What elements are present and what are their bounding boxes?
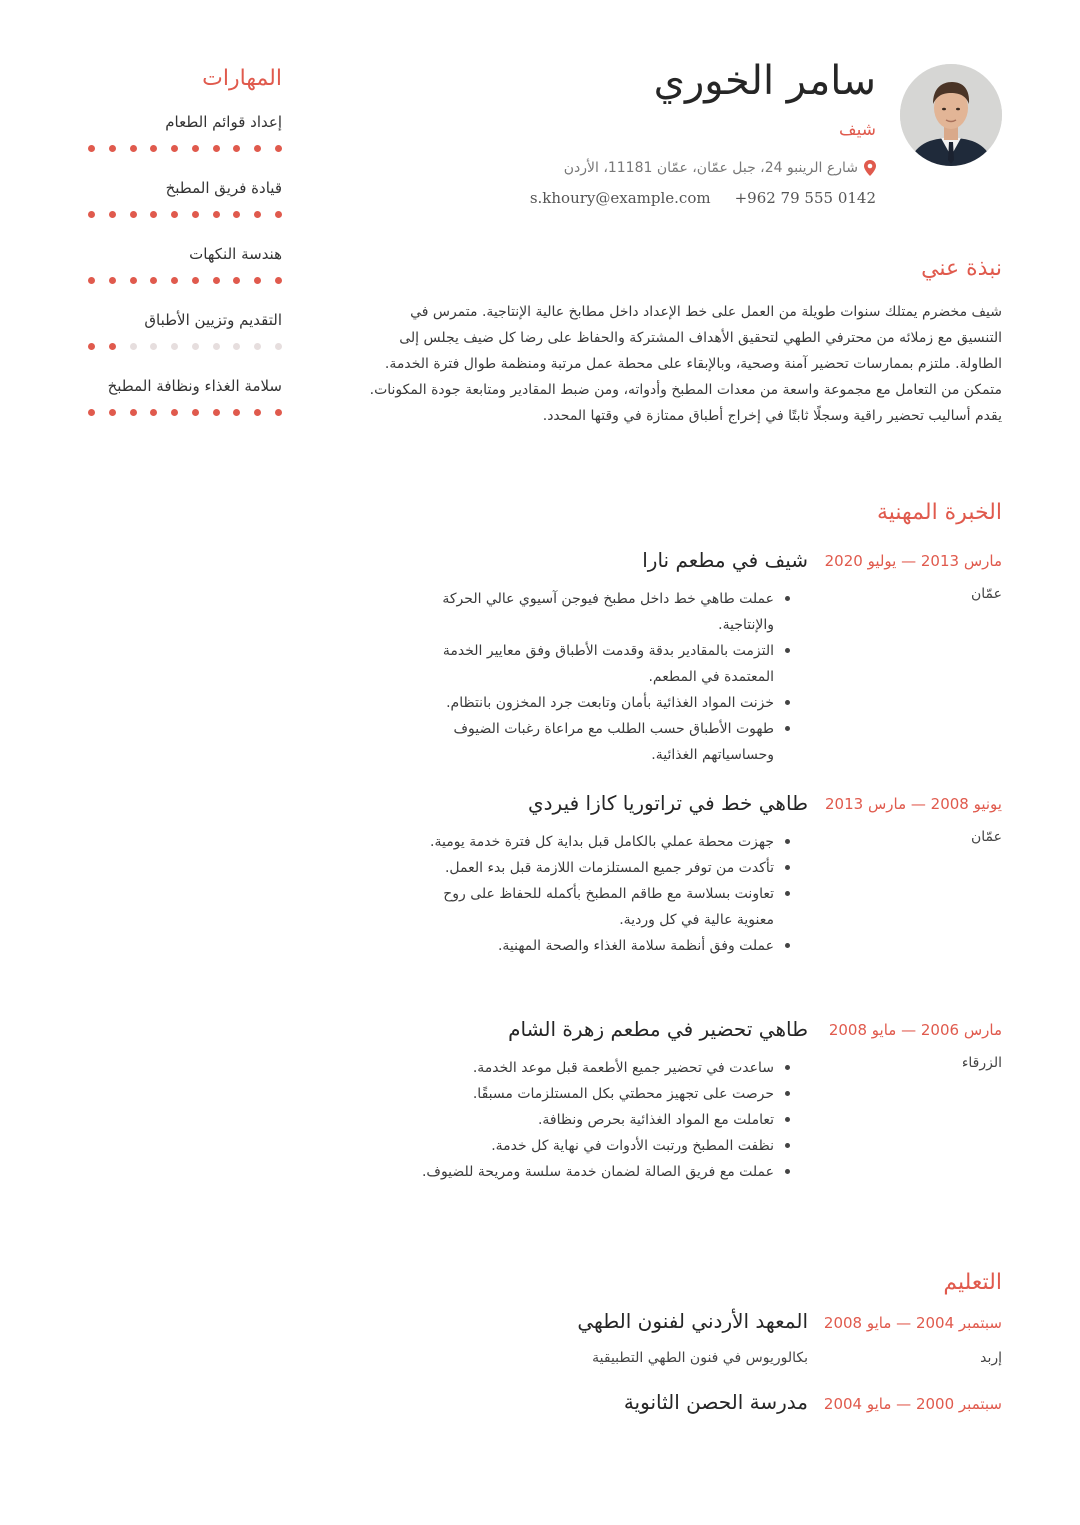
contact-line [530,189,876,207]
skill-name: قيادة فريق المطبخ [165,179,282,197]
skill-dot-filled [192,277,199,284]
skill-dot-filled [88,145,95,152]
skill-dot-filled [171,211,178,218]
skill-dot-filled [130,277,137,284]
skill-dot-filled [192,409,199,416]
skill-level-dots [88,409,282,417]
skill-dot-empty [130,343,137,350]
job-duties [404,586,792,768]
job-duty: تعاونت بسلاسة مع طاقم المطبخ بأكمله للحفاظ على روح معنوية عالية في كل وردية. [404,881,774,933]
skill-dot-filled [233,277,240,284]
skill-dot-filled [109,343,116,350]
experience-heading: الخبرة المهنية [876,500,1002,525]
skill-item [88,311,282,377]
skill-dot-filled [150,277,157,284]
education-heading: التعليم [943,1270,1002,1295]
job-date: مارس 2006 — مايو 2008 [828,1021,1002,1039]
skill-dot-filled [254,211,261,218]
education-section [362,1270,1002,1414]
skill-dot-filled [192,211,199,218]
job-duty: عملت وفق أنظمة سلامة الغذاء والصحة المهنية. [404,933,774,959]
skill-item [88,245,282,311]
skill-dot-empty [192,343,199,350]
skill-dot-filled [233,145,240,152]
skill-dot-filled [88,277,95,284]
skill-dot-filled [275,211,282,218]
job-date: مارس 2013 — يوليو 2020 [824,552,1002,570]
skills-heading: المهارات [202,66,282,91]
skill-dot-empty [171,343,178,350]
skill-item [88,179,282,245]
skill-dot-filled [213,409,220,416]
job-date: يونيو 2008 — مارس 2013 [825,795,1002,813]
skill-dot-filled [109,277,116,284]
job-duties [404,829,792,959]
job-duty: تعاملت مع المواد الغذائية بحرص ونظافة. [404,1107,774,1133]
skill-dot-filled [213,277,220,284]
education-city: إربد [980,1350,1002,1366]
email-link[interactable]: s.khoury@example.com [529,189,711,207]
skill-name: هندسة النكهات [189,245,282,263]
skill-dot-filled [254,277,261,284]
skill-dot-empty [233,343,240,350]
skill-dot-empty [254,343,261,350]
job-city: عمّان [971,829,1002,845]
skill-dot-filled [254,145,261,152]
skill-dot-filled [109,145,116,152]
education-date: سبتمبر 2004 — مايو 2008 [823,1314,1002,1332]
job-duty: عملت مع فريق الصالة لضمان خدمة سلسة ومريحة للضيوف. [404,1159,774,1185]
skill-dot-filled [254,409,261,416]
skill-dot-filled [150,211,157,218]
skills-section [88,66,282,443]
job-duty: جهزت محطة عملي بالكامل قبل بداية كل فترة خدمة يومية. [404,829,774,855]
profile-photo-illustration [900,64,1002,166]
about-text: شيف مخضرم يمتلك سنوات طويلة من العمل على خط الإعداد داخل مطابخ عالية الإنتاجية. متمرس في التنسيق مع زملائه من محترفي الطهي لتحقيق الأهداف المشتركة والحفاظ على رضا كل ضيف يجلس إلى الطاولة. ملتزم بممارسات تحضير آمنة وصحية، وبالإبقاء على محطة عمل مرتبة ومنظمة طوال فترة الخدمة. متمكن من التعامل مع مجموعة واسعة من معدات المطبخ وأدواته، ومن ضبط المقادير ومتابعة جودة المكونات. يقدم أساليب تحضير راقية وسجلًا ثابتًا في إخراج أطباق ممتازة في وقتها المحدد. [369,304,1002,424]
job-duty: التزمت بالمقادير بدقة وقدمت الأطباق وفق معايير الخدمة المعتمدة في المطعم. [404,638,774,690]
skill-dot-filled [275,277,282,284]
skill-name: إعداد قوائم الطعام [165,113,282,131]
skill-dot-filled [233,211,240,218]
location-pin-icon [864,160,876,176]
skill-dot-filled [233,409,240,416]
skill-dot-filled [275,145,282,152]
skill-name: التقديم وتزيين الأطباق [144,311,282,329]
education-school: المعهد الأردني لفنون الطهي [577,1309,808,1333]
skill-dot-filled [88,409,95,416]
skill-dot-filled [109,409,116,416]
skill-dot-filled [171,277,178,284]
job-title: طاهي خط في تراتوريا كازا فيردي [528,791,808,815]
job-city: الزرقاء [961,1055,1002,1071]
job-duty: ساعدت في تحضير جميع الأطعمة قبل موعد الخدمة. [404,1055,774,1081]
education-date: سبتمبر 2000 — مايو 2004 [823,1395,1002,1413]
skill-dot-filled [171,145,178,152]
skill-level-dots [88,277,282,285]
skill-dot-empty [150,343,157,350]
skill-dot-empty [275,343,282,350]
job-duty: خزنت المواد الغذائية بأمان وتابعت جرد المخزون بانتظام. [404,690,774,716]
skill-dot-filled [150,145,157,152]
skill-level-dots [88,145,282,153]
skill-level-dots [88,343,282,351]
skill-dot-filled [213,211,220,218]
education-degree: بكالوريوس في فنون الطهي التطبيقية [592,1350,808,1366]
skill-dot-filled [109,211,116,218]
about-heading: نبذة عني [921,256,1002,281]
main-column [362,0,1002,1414]
job-duty: حرصت على تجهيز محطتي بكل المستلزمات مسبقًا. [404,1081,774,1107]
education-school: مدرسة الحصن الثانوية [623,1390,808,1414]
phone-number[interactable]: +962 79 555 0142 [734,189,876,207]
skill-dot-filled [130,409,137,416]
skill-dot-filled [88,343,95,350]
skill-dot-filled [192,145,199,152]
skill-dot-filled [275,409,282,416]
job-city: عمّان [971,586,1002,602]
job-duty: عملت طاهي خط داخل مطبخ فيوجن آسيوي عالي الحركة والإنتاجية. [404,586,774,638]
full-name: سامر الخوري [653,58,876,104]
address-line [564,160,876,176]
job-title: شيف [839,120,876,140]
job-title: طاهي تحضير في مطعم زهرة الشام [508,1017,808,1041]
skill-dot-filled [130,211,137,218]
job-duty: نظفت المطبخ ورتبت الأدوات في نهاية كل خدمة. [404,1133,774,1159]
address-text: شارع الرينبو 24، جبل عمّان، عمّان 11181، الأردن [563,160,858,176]
job-title: شيف في مطعم نارا [642,548,808,572]
job-duties [404,1055,792,1185]
about-section [362,256,1002,429]
skill-item [88,377,282,443]
skill-dot-filled [150,409,157,416]
skill-dot-empty [213,343,220,350]
profile-photo [900,64,1002,166]
skill-dot-filled [213,145,220,152]
skill-dot-filled [88,211,95,218]
job-duty: طهوت الأطباق حسب الطلب مع مراعاة رغبات الضيوف وحساسياتهم الغذائية. [404,716,774,768]
experience-section [362,500,1002,1180]
job-duty: تأكدت من توفر جميع المستلزمات اللازمة قبل بدء العمل. [404,855,774,881]
skills-list [88,113,282,443]
skill-name: سلامة الغذاء ونظافة المطبخ [107,377,282,395]
skill-level-dots [88,211,282,219]
skill-dot-filled [171,409,178,416]
header [362,0,1002,230]
skill-dot-filled [130,145,137,152]
skill-item [88,113,282,179]
